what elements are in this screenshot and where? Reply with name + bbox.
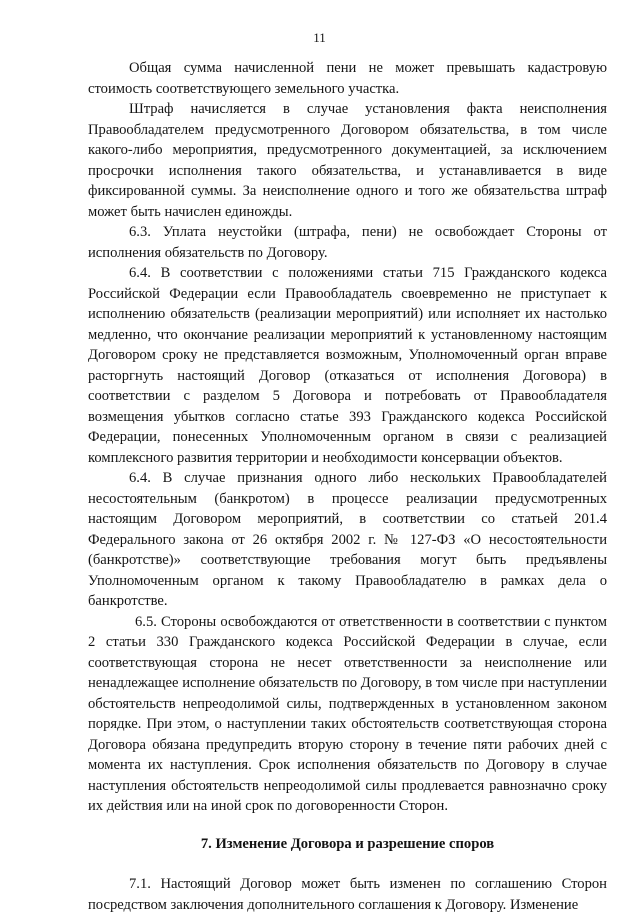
paragraph-clause-6-4-bankruptcy: 6.4. В случае признания одного либо нескольких Правообладателей несостоятельным (банкротом) в процессе реализации предусмотренных настоящим Договором мероприятий, в соответствии со статьей 201.4 Федерального закона от 26 октября 2002 г. № 127-ФЗ «О несостоятельности (банкротстве)» соответствующие требования могут быть предъявлены Уполномоченным органом к такому Правообладателю в рамках дела о банкротстве. <box>88 470 607 609</box>
paragraph-clause-6-4-termination: 6.4. В соответствии с положениями статьи 715 Гражданского кодекса Российской Федерации если Правообладатель своевременно не приступает к исполнению обязательств (реализации мероприятий) или исполняет их настолько медленно, что окончание реализации мероприятий к установленному настоящим Договором сроку не представляется возможным, Уполномоченный орган вправе расторгнуть настоящий Договор (отказаться от исполнения Договора) в соответствии с разделом 5 Договора и потребовать от Правообладателя возмещения убытков согласно статье 393 Гражданского кодекса Российской Федерации, понесенных Уполномоченным органом в связи с реализацией комплексного развития территории и необходимости консервации объектов. <box>88 265 607 466</box>
page-number: 11 <box>313 30 326 45</box>
section-heading: 7. Изменение Договора и разрешение споров <box>200 835 495 852</box>
paragraph-clause-7-1: 7.1. Настоящий Договор может быть изменен по соглашению Сторон посредством заключения дополнительного соглашения к Договору. Изменение <box>88 876 607 913</box>
paragraph-clause-6-5: 6.5. Стороны освобождаются от ответственности в соответствии с пунктом 2 статьи 330 Гражданского кодекса Российской Федерации в случае, если соответствующая сторона не несет ответственности за неисполнение или ненадлежащее исполнение обязательств по Договору, в том числе при наступлении обстоятельств непреодолимой силы, подтвержденных в установленном законом порядке. При этом, о наступлении таких обстоятельств соответствующая сторона Договора обязана предупредить вторую сторону в течение пяти рабочих дней с момента их наступления. Срок исполнения обязательств по Договору в случае наступления обстоятельств непреодолимой силы продлевается равнозначно сроку их действия или на иной срок по договоренности Сторон. <box>88 613 607 814</box>
paragraph-clause-6-3: 6.3. Уплата неустойки (штрафа, пени) не освобождает Стороны от исполнения обязательств по Договору. <box>88 224 607 261</box>
paragraph-fine: Штраф начисляется в случае установления факта неисполнения Правообладателем предусмотренного Договором обязательства, в том числе какого-либо мероприятия, предусмотренного документацией, за исключением просрочки исполнения такого обязательства, и устанавливается в виде фиксированной суммы. За неисполнение одного и того же обязательства штраф может быть начислен единожды. <box>88 101 607 220</box>
document-body <box>88 58 607 915</box>
paragraph-penalty-cap: Общая сумма начисленной пени не может превышать кадастровую стоимость соответствующего земельного участка. <box>88 60 607 97</box>
